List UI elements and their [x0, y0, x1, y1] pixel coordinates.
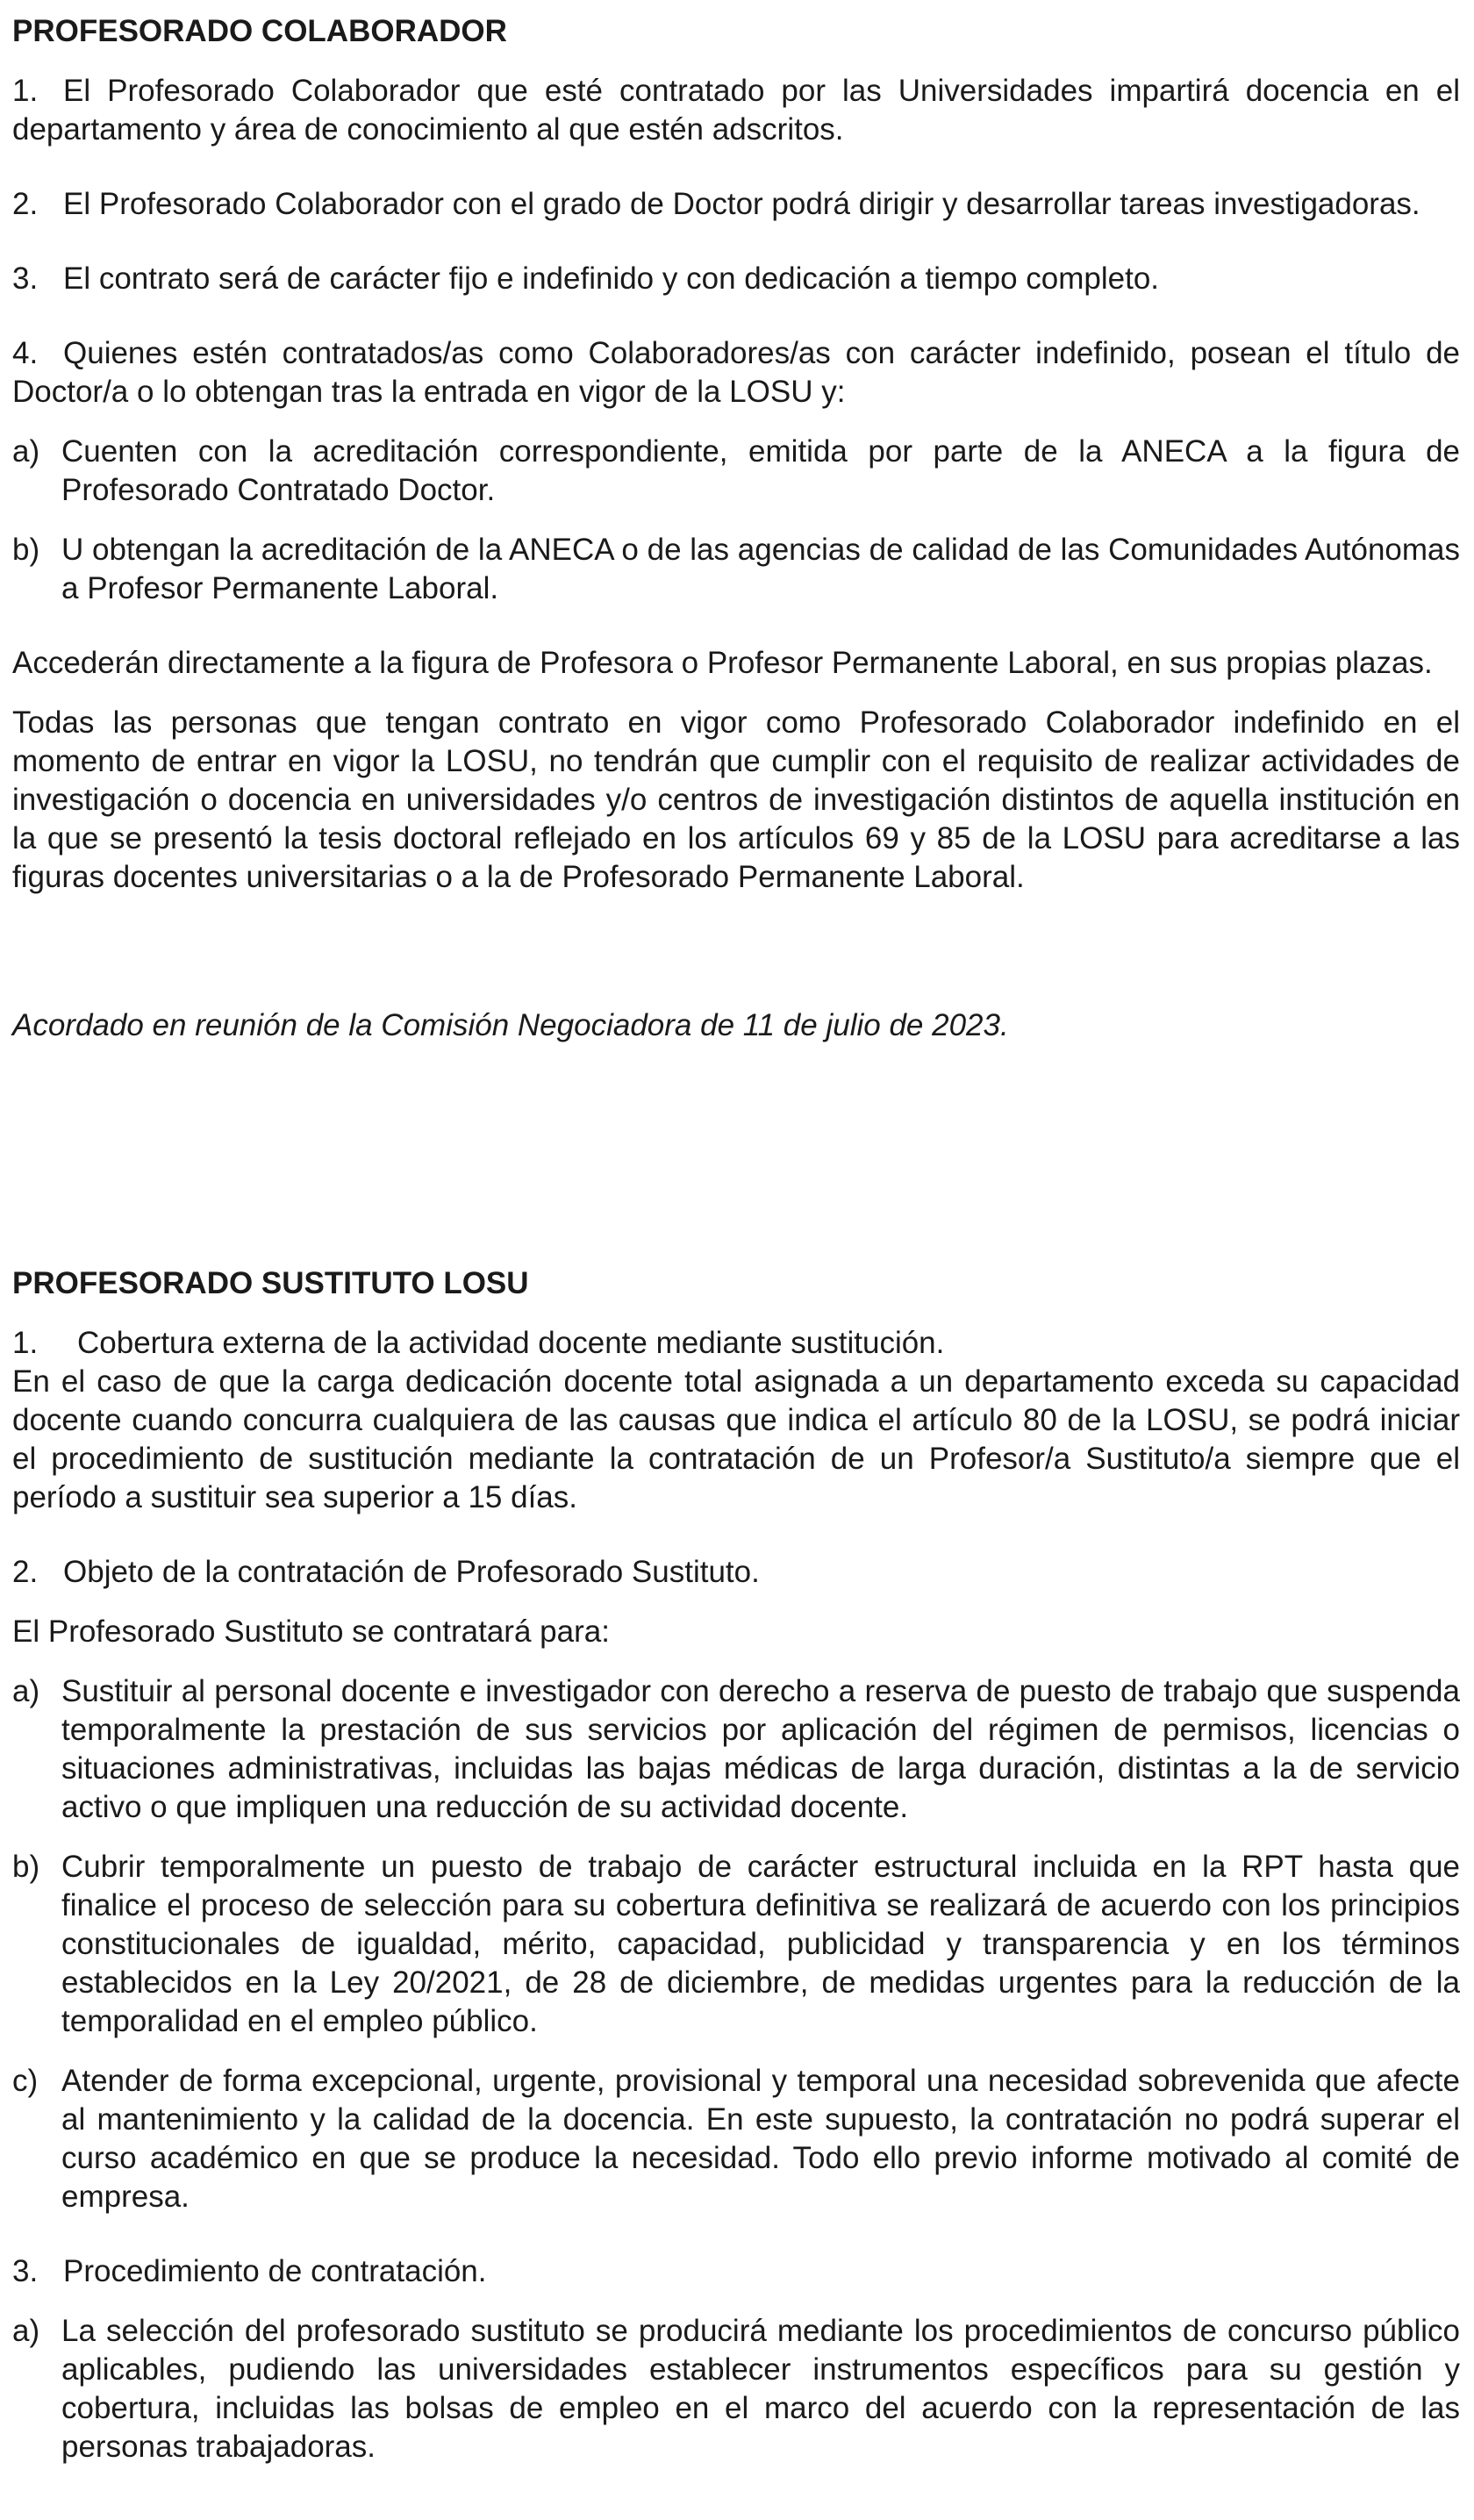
list-text: U obtengan la acreditación de la ANECA o de las agencias de calidad de las Comunidades Autónomas a Profesor Permanente Laboral. — [61, 533, 1460, 605]
conclusion-paragraph: Accederán directamente a la figura de Profesora o Profesor Permanente Laboral, en sus propias plazas. — [12, 646, 1433, 680]
item-heading-text: Cobertura externa de la actividad docente mediante sustitución. — [77, 1326, 945, 1360]
list-text: Sustituir al personal docente e investigador con derecho a reserva de puesto de trabajo que suspenda temporalmente la prestación de sus servicios por aplicación del régimen de permisos, licencias o situaciones administrativas, incluidas las bajas médicas de larga duración, distintas a la de servicio activo o que impliquen una reducción de su actividad docente. — [61, 1674, 1460, 1824]
paragraph-number: 1. — [12, 74, 39, 108]
item-number: 2. — [12, 1555, 39, 1589]
list-text: Atender de forma excepcional, urgente, provisional y temporal una necesidad sobrevenida que afecte al mantenimiento y la calidad de la docencia. En este supuesto, la contratación no podrá superar el curso académico en que se produce la necesidad. Todo ello previo informe motivado al comité de empresa. — [61, 2064, 1460, 2214]
section-title-profesorado-sustituto: PROFESORADO SUSTITUTO LOSU — [12, 1266, 529, 1300]
item-number: 1. — [12, 1326, 39, 1360]
list-text: La selección del profesorado sustituto se producirá mediante los procedimientos de concurso público aplicables, pudiendo las universidades establecer instrumentos específicos para su gestión y cobertura, incluidas las bolsas de empleo en el marco del acuerdo con la representación de las personas trabajadoras. — [61, 2314, 1460, 2464]
item-2-intro: El Profesorado Sustituto se contratará para: — [12, 1614, 610, 1649]
item-1-heading — [12, 1324, 1460, 1363]
list-item-a — [12, 433, 1460, 510]
list-label: b) — [12, 533, 40, 567]
item-number: 3. — [12, 2254, 39, 2288]
list-label: a) — [12, 434, 40, 469]
paragraph-number: 3. — [12, 261, 39, 296]
paragraph-4 — [12, 334, 1460, 412]
list-item-a — [12, 1672, 1460, 1827]
item-heading-text: Objeto de la contratación de Profesorado Sustituto. — [63, 1555, 760, 1589]
list-item-c — [12, 2062, 1460, 2216]
paragraph-3 — [12, 260, 1460, 298]
item-heading-text: Procedimiento de contratación. — [63, 2254, 487, 2288]
list-text: Cuenten con la acreditación correspondiente, emitida por parte de la ANECA a la figura de Profesorado Contratado Doctor. — [61, 434, 1460, 507]
paragraph-text: El contrato será de carácter fijo e indefinido y con dedicación a tiempo completo. — [63, 261, 1160, 296]
item-1-text: En el caso de que la carga dedicación docente total asignada a un departamento exceda su capacidad docente cuando concurra cualquiera de las causas que indica el artículo 80 de la LOSU, se podrá iniciar el procedimiento de sustitución mediante la contratación de un Profesor/a Sustituto/a siempre que el período a sustituir sea superior a 15 días. — [12, 1364, 1460, 1514]
list-label: a) — [12, 1674, 40, 1708]
paragraph-2 — [12, 185, 1460, 224]
list-item-b — [12, 531, 1460, 608]
item-3-heading — [12, 2252, 1460, 2291]
section-title-profesorado-colaborador: PROFESORADO COLABORADOR — [12, 14, 507, 48]
item-2-heading — [12, 1553, 1460, 1592]
paragraph-1 — [12, 72, 1460, 149]
paragraph-number: 4. — [12, 336, 39, 370]
list-item-a — [12, 2312, 1460, 2466]
agreement-note: Acordado en reunión de la Comisión Negociadora de 11 de julio de 2023. — [12, 1008, 1009, 1042]
list-text: Cubrir temporalmente un puesto de trabajo de carácter estructural incluida en la RPT hasta que finalice el proceso de selección para su cobertura definitiva se realizará de acuerdo con los principios constitucionales de igualdad, mérito, capacidad, publicidad y transparencia y en los términos establecidos en la Ley 20/2021, de 28 de diciembre, de medidas urgentes para la reducción de la temporalidad en el empleo público. — [61, 1850, 1460, 2038]
closing-paragraph: Todas las personas que tengan contrato en vigor como Profesorado Colaborador indefinido en el momento de entrar en vigor la LOSU, no tendrán que cumplir con el requisito de realizar actividades de investigación o docencia en universidades y/o centros de investigación distintos de aquella institución en la que se presentó la tesis doctoral reflejado en los artículos 69 y 85 de la LOSU para acreditarse a las figuras docentes universitarias o a la de Profesorado Permanente Laboral. — [12, 705, 1460, 894]
document-body — [12, 12, 1460, 2466]
list-label: a) — [12, 2314, 40, 2348]
list-label: b) — [12, 1850, 40, 1884]
paragraph-text: Quienes estén contratados/as como Colaboradores/as con carácter indefinido, posean el título de Doctor/a o lo obtengan tras la entrada en vigor de la LOSU y: — [12, 336, 1460, 409]
paragraph-text: El Profesorado Colaborador que esté contratado por las Universidades impartirá docencia en el departamento y área de conocimiento al que estén adscritos. — [12, 74, 1460, 147]
list-label: c) — [12, 2064, 39, 2098]
list-item-b — [12, 1848, 1460, 2041]
paragraph-number: 2. — [12, 187, 39, 221]
paragraph-text: El Profesorado Colaborador con el grado de Doctor podrá dirigir y desarrollar tareas investigadoras. — [63, 187, 1420, 221]
